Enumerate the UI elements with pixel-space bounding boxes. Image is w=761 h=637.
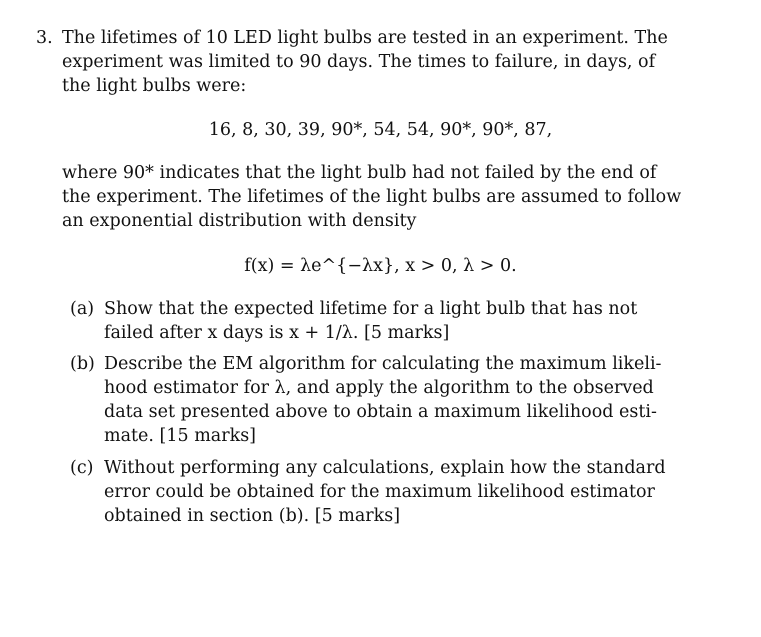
intro-line-2: experiment was limited to 90 days. The times to failure, in days, of <box>62 52 656 72</box>
part-a-label: (a) <box>70 299 95 319</box>
part-c-line-2: error could be obtained for the maximum likelihood estimator <box>104 482 655 502</box>
density-formula: f(x) = λe^{−λx}, x > 0, λ > 0. <box>244 256 517 276</box>
part-b-label: (b) <box>70 354 95 374</box>
explanation-line-3: an exponential distribution with density <box>62 211 417 231</box>
part-b-line-3: data set presented above to obtain a maximum likelihood esti- <box>104 402 657 422</box>
part-a-line-1: Show that the expected lifetime for a light bulb that has not <box>104 299 638 319</box>
part-b-line-4: mate. [15 marks] <box>104 426 257 446</box>
part-c-label: (c) <box>70 458 94 478</box>
part-b-line-1: Describe the EM algorithm for calculating the maximum likeli- <box>104 354 662 374</box>
intro-line-1: The lifetimes of 10 LED light bulbs are tested in an experiment. The <box>62 28 668 48</box>
part-a-line-2: failed after x days is x + 1/λ. [5 marks] <box>104 323 450 343</box>
explanation-line-1: where 90* indicates that the light bulb had not failed by the end of <box>62 163 657 183</box>
data-values: 16, 8, 30, 39, 90*, 54, 54, 90*, 90*, 87, <box>208 120 553 140</box>
part-c-line-3: obtained in section (b). [5 marks] <box>104 506 401 526</box>
part-b-line-2: hood estimator for λ, and apply the algorithm to the observed <box>104 378 654 398</box>
question-number: 3. <box>36 28 53 48</box>
intro-line-3: the light bulbs were: <box>62 76 247 96</box>
explanation-line-2: the experiment. The lifetimes of the light bulbs are assumed to follow <box>62 187 682 207</box>
part-c-line-1: Without performing any calculations, explain how the standard <box>104 458 666 478</box>
